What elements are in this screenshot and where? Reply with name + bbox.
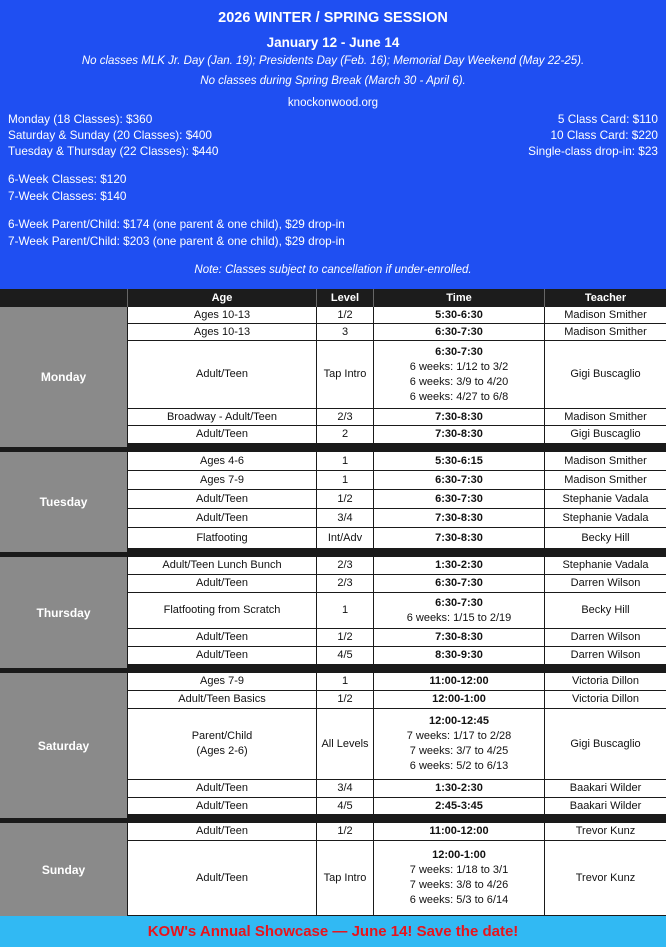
teacher-cell: Darren Wilson (570, 649, 641, 661)
session-range: 6 weeks: 3/9 to 4/20 (409, 375, 509, 388)
price-7-week: 7-Week Classes: $140 (8, 189, 127, 203)
time-cell (374, 593, 545, 628)
age-line: Adult/Teen (196, 871, 248, 884)
age-line: Ages 7-9 (199, 473, 245, 486)
teacher-cell: Becky Hill (581, 531, 630, 544)
time-cell (374, 426, 545, 443)
level-cell: 1 (317, 673, 374, 690)
age-cell (128, 307, 317, 323)
teacher-cell: Darren Wilson (570, 631, 641, 643)
class-time: 7:30-8:30 (435, 631, 483, 643)
teacher-cell: Gigi Buscaglio (570, 428, 641, 440)
class-time: 7:30-8:30 (435, 428, 483, 440)
table-row (128, 528, 666, 548)
class-time: 6:30-7:30 (435, 492, 483, 505)
age-line: Adult/Teen (196, 428, 248, 440)
session-range: 6 weeks: 1/12 to 3/2 (409, 360, 509, 373)
age-line: Ages 4-6 (199, 454, 245, 467)
table-header (0, 289, 666, 307)
spring-break-note: No classes during Spring Break (March 30 - April 6). (200, 75, 466, 87)
level-cell: 4/5 (317, 798, 374, 814)
session-title: 2026 WINTER / SPRING SESSION (218, 10, 448, 26)
teacher-cell: Madison Smither (564, 325, 647, 338)
day-block-tuesday (0, 452, 666, 552)
time-cell (374, 490, 545, 508)
teacher-cell: Victoria Dillon (571, 675, 640, 687)
day-label: Tuesday (0, 452, 128, 552)
age-cell (128, 528, 317, 548)
level-cell: 3/4 (317, 509, 374, 527)
teacher-cell: Becky Hill (581, 604, 630, 616)
age-line: Adult/Teen Basics (178, 693, 266, 705)
age-cell (128, 647, 317, 664)
teacher-cell: Gigi Buscaglio (570, 368, 641, 380)
class-time: 8:30-9:30 (435, 649, 483, 661)
level-cell: 1/2 (317, 307, 374, 323)
level-cell: 1/2 (317, 629, 374, 646)
teacher-cell: Stephanie Vadala (562, 492, 649, 505)
age-line: Flatfooting from Scratch (163, 604, 281, 616)
table-row (128, 593, 666, 629)
teacher-cell: Baakari Wilder (569, 782, 642, 794)
price-5-card: 5 Class Card: $110 (557, 112, 658, 126)
class-time: 6:30-7:30 (435, 325, 483, 338)
teacher-cell: Stephanie Vadala (562, 559, 649, 571)
class-time: 12:00-1:00 (432, 693, 486, 705)
price-drop-in: Single-class drop-in: $23 (528, 144, 658, 158)
time-cell (374, 557, 545, 574)
teacher-cell: Gigi Buscaglio (570, 737, 641, 750)
price-monday: Monday (18 Classes): $360 (8, 112, 153, 126)
day-label: Sunday (0, 823, 128, 916)
showcase-banner (0, 916, 666, 947)
age-line: Adult/Teen Lunch Bunch (162, 559, 282, 571)
website-link[interactable]: knockonwood.org (287, 97, 379, 109)
class-time: 6:30-7:30 (435, 473, 483, 486)
age-line: Flatfooting (196, 531, 248, 544)
level-cell: 4/5 (317, 647, 374, 664)
teacher-cell: Madison Smither (564, 454, 647, 467)
session-range: 6 weeks: 5/3 to 6/14 (409, 894, 509, 906)
time-cell (374, 509, 545, 527)
session-dates: January 12 - June 14 (266, 35, 400, 50)
class-time: 11:00-12:00 (429, 825, 489, 837)
class-time: 1:30-2:30 (435, 559, 483, 571)
price-10-card: 10 Class Card: $220 (550, 128, 658, 142)
class-time: 6:30-7:30 (435, 596, 483, 609)
teacher-cell: Madison Smither (564, 308, 647, 321)
level-cell: 2 (317, 426, 374, 443)
teacher-cell: Trevor Kunz (575, 825, 636, 837)
level-cell: 3/4 (317, 780, 374, 797)
age-line: Ages 7-9 (199, 675, 245, 687)
age-line: Adult/Teen (196, 825, 248, 837)
age-line: Adult/Teen (196, 511, 248, 524)
table-row (128, 557, 666, 575)
session-range: 7 weeks: 3/7 to 4/25 (409, 745, 509, 757)
cancellation-note: Note: Classes subject to cancellation if under-enrolled. (194, 264, 472, 276)
time-cell (374, 452, 545, 470)
level-cell: 1 (317, 593, 374, 628)
time-cell (374, 528, 545, 548)
age-cell (128, 673, 317, 690)
table-row (128, 780, 666, 798)
time-cell (374, 575, 545, 592)
age-line: (Ages 2-6) (196, 745, 248, 757)
session-header (0, 0, 666, 289)
age-cell (128, 780, 317, 797)
age-line: Adult/Teen (196, 631, 248, 643)
class-time: 7:30-8:30 (435, 410, 483, 423)
table-row (128, 629, 666, 647)
class-time: 11:00-12:00 (429, 675, 489, 687)
age-cell (128, 452, 317, 470)
time-cell (374, 409, 545, 425)
level-cell: 2/3 (317, 409, 374, 425)
table-row (128, 709, 666, 780)
level-cell: 1 (317, 452, 374, 470)
time-cell (374, 307, 545, 323)
header-teacher: Teacher (545, 289, 666, 307)
price-parent-child-7: 7-Week Parent/Child: $203 (one parent & one child), $29 drop-in (8, 234, 345, 248)
class-time: 2:45-3:45 (435, 799, 483, 812)
age-cell (128, 709, 317, 779)
class-time: 1:30-2:30 (435, 782, 483, 794)
time-cell (374, 780, 545, 797)
session-range: 6 weeks: 1/15 to 2/19 (406, 611, 512, 624)
table-row (128, 324, 666, 341)
time-cell (374, 341, 545, 408)
age-line: Adult/Teen (196, 577, 248, 589)
age-cell (128, 341, 317, 408)
time-cell (374, 471, 545, 489)
age-line: Ages 10-13 (193, 308, 251, 321)
holiday-note: No classes MLK Jr. Day (Jan. 19); Presidents Day (Feb. 16); Memorial Day Weekend (May 22-25). (81, 55, 585, 67)
table-row (128, 490, 666, 509)
header-level: Level (317, 289, 374, 307)
age-line: Adult/Teen (196, 782, 248, 794)
price-tue-thu: Tuesday & Thursday (22 Classes): $440 (8, 144, 219, 158)
table-row (128, 575, 666, 593)
session-range: 7 weeks: 3/8 to 4/26 (409, 879, 509, 891)
price-weekend: Saturday & Sunday (20 Classes): $400 (8, 128, 212, 142)
day-label: Monday (0, 307, 128, 447)
teacher-cell: Madison Smither (564, 410, 647, 423)
table-row (128, 409, 666, 426)
age-line: Parent/Child (191, 730, 253, 742)
table-row (128, 426, 666, 443)
price-6-week: 6-Week Classes: $120 (8, 172, 127, 186)
level-cell: 1 (317, 471, 374, 489)
time-cell (374, 691, 545, 708)
teacher-cell: Victoria Dillon (571, 693, 640, 705)
level-cell: 2/3 (317, 557, 374, 574)
age-cell (128, 490, 317, 508)
level-cell: 2/3 (317, 575, 374, 592)
table-row (128, 673, 666, 691)
day-block-sunday (0, 823, 666, 916)
class-time: 6:30-7:30 (435, 345, 483, 358)
class-schedule-table (0, 289, 666, 916)
age-cell (128, 557, 317, 574)
age-cell (128, 324, 317, 340)
session-range: 7 weeks: 1/17 to 2/28 (406, 730, 512, 742)
class-time: 12:00-12:45 (429, 715, 489, 727)
age-cell (128, 823, 317, 840)
age-line: Adult/Teen (196, 799, 248, 812)
time-cell (374, 629, 545, 646)
teacher-cell: Darren Wilson (570, 577, 641, 589)
time-cell (374, 673, 545, 690)
age-line: Adult/Teen (196, 649, 248, 661)
header-day (0, 289, 128, 307)
age-cell (128, 575, 317, 592)
time-cell (374, 798, 545, 814)
age-cell (128, 471, 317, 489)
teacher-cell: Stephanie Vadala (562, 511, 649, 524)
age-cell (128, 593, 317, 628)
age-line: Ages 10-13 (193, 325, 251, 338)
table-row (128, 452, 666, 471)
level-cell: Tap Intro (317, 341, 374, 408)
class-time: 6:30-7:30 (435, 577, 483, 589)
session-range: 7 weeks: 1/18 to 3/1 (409, 864, 509, 876)
day-label: Saturday (0, 673, 128, 818)
table-row (128, 691, 666, 709)
level-cell: 1/2 (317, 490, 374, 508)
level-cell: 1/2 (317, 691, 374, 708)
level-cell: Tap Intro (317, 841, 374, 915)
table-row (128, 841, 666, 915)
age-cell (128, 509, 317, 527)
class-time: 7:30-8:30 (435, 531, 483, 544)
day-label: Thursday (0, 557, 128, 668)
table-row (128, 509, 666, 528)
session-range: 6 weeks: 4/27 to 6/8 (409, 390, 509, 403)
age-cell (128, 629, 317, 646)
day-block-monday (0, 307, 666, 447)
time-cell (374, 823, 545, 840)
age-line: Adult/Teen (196, 492, 248, 505)
age-line: Adult/Teen (196, 368, 248, 380)
age-cell (128, 841, 317, 915)
age-cell (128, 409, 317, 425)
level-cell: 1/2 (317, 823, 374, 840)
teacher-cell: Baakari Wilder (569, 799, 642, 812)
teacher-cell: Trevor Kunz (575, 871, 636, 884)
level-cell: All Levels (317, 709, 374, 779)
level-cell: Int/Adv (317, 528, 374, 548)
teacher-cell: Madison Smither (564, 473, 647, 486)
time-cell (374, 841, 545, 915)
class-time: 5:30-6:15 (435, 454, 483, 467)
table-row (128, 823, 666, 841)
price-parent-child-6: 6-Week Parent/Child: $174 (one parent & one child), $29 drop-in (8, 217, 345, 231)
level-cell: 3 (317, 324, 374, 340)
day-block-thursday (0, 557, 666, 668)
class-time: 7:30-8:30 (435, 511, 483, 524)
age-cell (128, 426, 317, 443)
age-cell (128, 691, 317, 708)
table-row (128, 471, 666, 490)
table-row (128, 341, 666, 409)
header-time: Time (374, 289, 545, 307)
time-cell (374, 324, 545, 340)
header-age: Age (128, 289, 317, 307)
table-row (128, 647, 666, 664)
age-cell (128, 798, 317, 814)
day-block-saturday (0, 673, 666, 818)
age-line: Broadway - Adult/Teen (166, 410, 278, 423)
showcase-text: KOW's Annual Showcase — June 14! Save the date! (147, 923, 519, 940)
class-time: 12:00-1:00 (432, 849, 486, 861)
session-range: 6 weeks: 5/2 to 6/13 (409, 760, 509, 772)
time-cell (374, 709, 545, 779)
time-cell (374, 647, 545, 664)
table-row (128, 307, 666, 324)
table-row (128, 798, 666, 814)
class-time: 5:30-6:30 (435, 308, 483, 321)
